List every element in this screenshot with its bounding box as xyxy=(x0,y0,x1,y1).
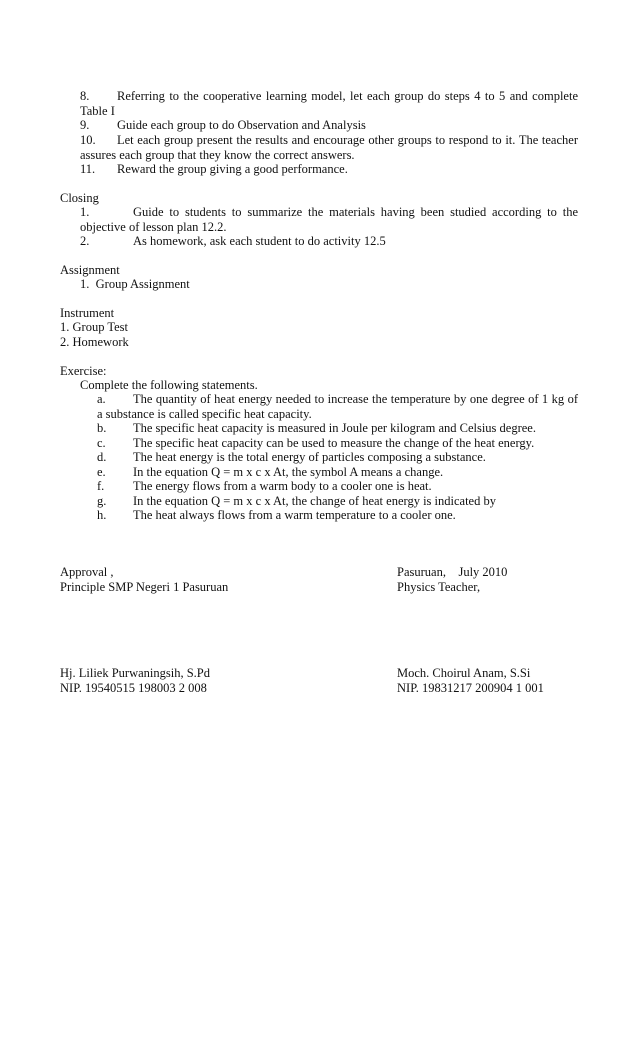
closing-item-2-text: As homework, ask each student to do activity 12.5 xyxy=(133,234,386,248)
exercise-item-f-letter: f. xyxy=(97,479,105,493)
exercise-heading: Exercise: xyxy=(60,364,107,378)
exercise-item-g-text: In the equation Q = m x c x At, the change of heat energy is indicated by xyxy=(133,494,496,508)
closing-item-2-number: 2. xyxy=(80,234,90,248)
instrument-heading: Instrument xyxy=(60,306,115,320)
exercise-item-c-letter: c. xyxy=(97,436,106,450)
instrument-item-1: 1. Group Test xyxy=(60,320,128,334)
step-11-text: Reward the group giving a good performance. xyxy=(117,162,348,176)
exercise-item-f-text: The energy flows from a warm body to a cooler one is heat. xyxy=(133,479,432,493)
teacher-name: Moch. Choirul Anam, S.Si xyxy=(397,666,531,680)
step-10-number: 10. xyxy=(80,133,96,147)
exercise-item-e-letter: e. xyxy=(97,465,106,479)
teacher-nip: NIP. 19831217 200904 1 001 xyxy=(397,681,544,695)
closing-item-1-text: Guide to students to summarize the materials having been studied according to the xyxy=(133,205,578,219)
assignment-heading: Assignment xyxy=(60,263,120,277)
approval-label: Approval , xyxy=(60,565,114,579)
exercise-item-d-letter: d. xyxy=(97,450,107,464)
assignment-item: 1. Group Assignment xyxy=(80,277,190,291)
step-8-number: 8. xyxy=(80,89,90,103)
exercise-item-a-letter: a. xyxy=(97,392,106,406)
step-9-number: 9. xyxy=(80,118,90,132)
teacher-role: Physics Teacher, xyxy=(397,580,481,594)
exercise-item-d-text: The heat energy is the total energy of particles composing a substance. xyxy=(133,450,486,464)
exercise-item-h-letter: h. xyxy=(97,508,107,522)
step-10-text: Let each group present the results and encourage other groups to respond to it. The teacher xyxy=(117,133,578,147)
step-9-text: Guide each group to do Observation and Analysis xyxy=(117,118,366,132)
principal-nip: NIP. 19540515 198003 2 008 xyxy=(60,681,207,695)
closing-item-1-continuation: objective of lesson plan 12.2. xyxy=(80,220,227,234)
exercise-item-b-text: The specific heat capacity is measured in Joule per kilogram and Celsius degree. xyxy=(133,421,536,435)
exercise-item-g-letter: g. xyxy=(97,494,107,508)
instrument-item-2: 2. Homework xyxy=(60,335,129,349)
principal-name: Hj. Liliek Purwaningsih, S.Pd xyxy=(60,666,211,680)
closing-heading: Closing xyxy=(60,191,99,205)
exercise-item-c-text: The specific heat capacity can be used to measure the change of the heat energy. xyxy=(133,436,535,450)
exercise-intro: Complete the following statements. xyxy=(80,378,258,392)
exercise-item-e-text: In the equation Q = m x c x At, the symbol A means a change. xyxy=(133,465,444,479)
place-date: Pasuruan, July 2010 xyxy=(397,565,508,579)
step-8-continuation: Table I xyxy=(80,104,115,118)
step-10-continuation: assures each group that they know the correct answers. xyxy=(80,148,355,162)
principal-role: Principle SMP Negeri 1 Pasuruan xyxy=(60,580,229,594)
exercise-item-a-continuation: a substance is called specific heat capacity. xyxy=(97,407,312,421)
exercise-item-h-text: The heat always flows from a warm temperature to a cooler one. xyxy=(133,508,456,522)
exercise-item-a-text: The quantity of heat energy needed to increase the temperature by one degree of 1 kg of xyxy=(133,392,578,406)
exercise-item-b-letter: b. xyxy=(97,421,107,435)
step-11-number: 11. xyxy=(80,162,96,176)
step-8-text: Referring to the cooperative learning model, let each group do steps 4 to 5 and complete xyxy=(117,89,578,103)
closing-item-1-number: 1. xyxy=(80,205,90,219)
